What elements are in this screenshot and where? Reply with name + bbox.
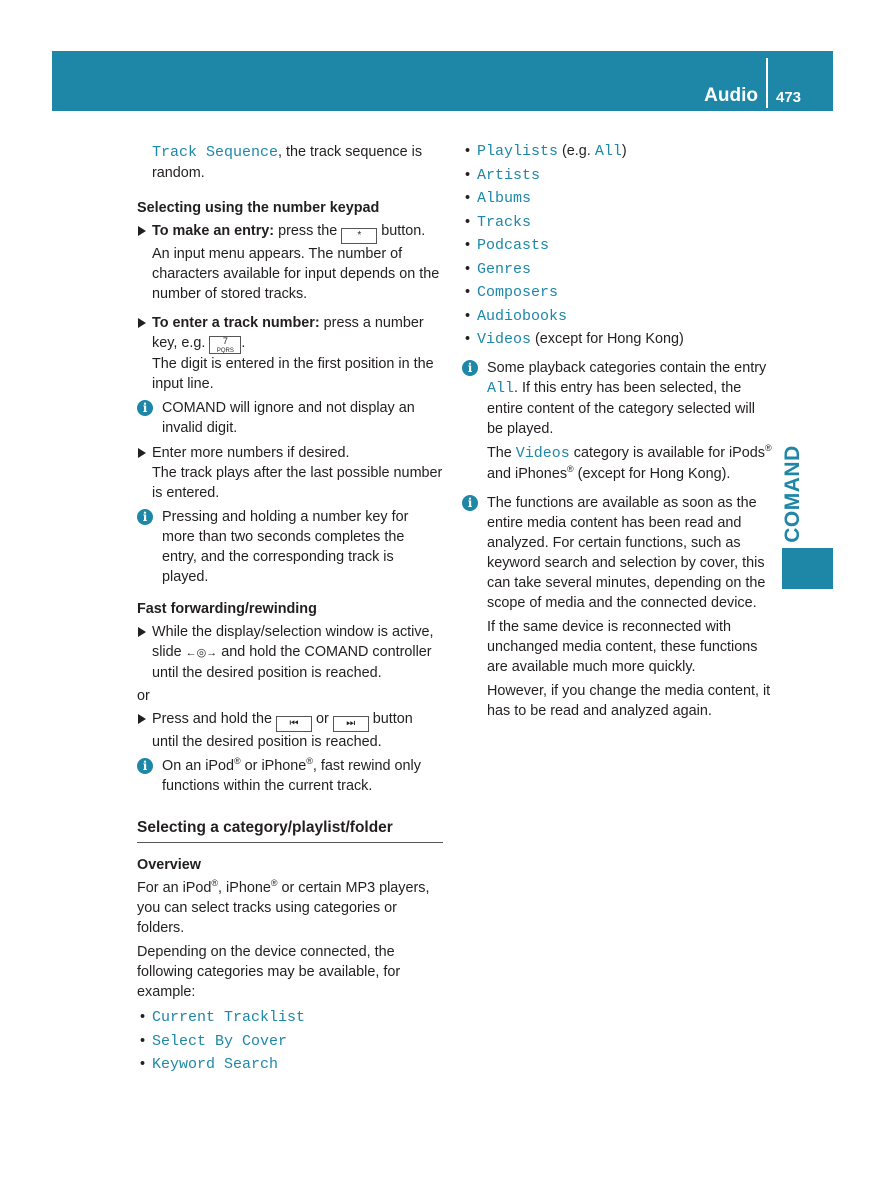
heading-fast-forward: Fast forwarding/rewinding (137, 601, 317, 617)
heading-overview: Overview (137, 857, 201, 873)
info-icon: i (462, 495, 478, 511)
step-text: The digit is entered in the first position in the input line. (152, 356, 434, 392)
step-text: or (312, 711, 333, 727)
category-label: Current Tracklist (152, 1009, 306, 1026)
key-letters: PQRS (216, 348, 234, 354)
registered-mark: ® (211, 878, 219, 889)
videos-label: Videos (515, 444, 570, 462)
list-item (462, 211, 772, 235)
info-icon: i (137, 400, 153, 416)
category-label: Artists (477, 166, 541, 184)
registered-mark: ® (765, 442, 772, 453)
left-column (137, 142, 443, 1077)
or-text: or (137, 688, 150, 704)
step-arrow-icon (138, 318, 146, 328)
list-item (462, 164, 772, 188)
category-label: Tracks (477, 213, 532, 231)
track-sequence-label: Track Sequence (152, 144, 279, 161)
category-label: Podcasts (477, 237, 550, 254)
list-item (462, 234, 772, 258)
step-bold: To make an entry: (152, 223, 275, 239)
step-text: The track plays after the last possible number is entered. (152, 465, 443, 501)
key-digit: 7 (222, 336, 228, 346)
controller-slide-icon: ←◎→ (185, 647, 218, 659)
list-item (462, 187, 772, 211)
intro-paragraph (137, 142, 443, 183)
list-item (462, 140, 772, 164)
step-text: . (241, 335, 246, 351)
category-label: All (594, 143, 622, 160)
note-text-part: , fast rewind only functions within the current track. (162, 758, 421, 794)
list-text: (e.g. (558, 143, 595, 159)
note-playback-categories (462, 358, 772, 484)
registered-mark: ® (234, 756, 241, 767)
note-hold-key (137, 507, 443, 587)
step-make-entry (137, 221, 443, 304)
step-text: Press and hold the (152, 711, 276, 727)
side-tab-label: COMAND (781, 445, 804, 543)
intro-text: , the track sequence is random. (152, 144, 423, 181)
note-text-part: The (487, 444, 516, 461)
overview-text: , iPhone (218, 880, 271, 896)
category-label: Composers (477, 284, 559, 301)
category-label: Albums (477, 190, 532, 207)
skip-forward-key-icon: ⏭ (333, 716, 369, 732)
step-enter-number (137, 313, 443, 394)
registered-mark: ® (270, 878, 278, 889)
all-label: All (487, 379, 515, 397)
list-item (137, 1053, 443, 1077)
note-text: The functions are available as soon as the entire media content has been read and analyzed. For certain functions, such as keyword search and selection by cover, this can take several minutes, depending on the scope of media and the connected device. (487, 494, 766, 611)
step-arrow-icon (138, 627, 146, 637)
list-text: (except for Hong Kong) (531, 331, 684, 347)
step-arrow-icon (138, 448, 146, 458)
page-title: Audio (704, 85, 758, 106)
info-icon: i (137, 758, 153, 774)
step-arrow-icon (138, 714, 146, 724)
category-label: Playlists (477, 143, 559, 160)
note-text-part: category is available for iPods (569, 444, 765, 461)
category-label: Keyword Search (152, 1056, 279, 1073)
info-icon: i (462, 360, 478, 376)
note-text: However, if you change the media content, it has to be read and analyzed again. (487, 682, 771, 719)
list-text: ) (621, 143, 627, 159)
step-bold: To enter a track number: (152, 315, 320, 331)
step-more-numbers (137, 443, 443, 503)
step-text: button until the desired position is reached. (152, 711, 413, 750)
overview-paragraph-2: Depending on the device connected, the following categories may be available, for example: (137, 944, 401, 1000)
note-text (477, 443, 772, 484)
note-text: Pressing and holding a number key for more than two seconds completes the entry, and the corresponding track is played. (162, 509, 409, 585)
note-text (477, 358, 772, 439)
step-text: and hold the COMAND controller until the desired position is reached. (152, 644, 432, 681)
list-item (462, 305, 772, 329)
note-text-part: Some playback categories contain the entry (487, 359, 767, 376)
category-label: Videos (477, 331, 532, 348)
overview-text: or certain MP3 players, you can select tracks using categories or folders. (137, 880, 430, 936)
overview-paragraph (137, 878, 443, 938)
section-title: Selecting a category/playlist/folder (137, 818, 443, 843)
category-list-right (462, 140, 772, 352)
step-text: button. An input menu appears. The number of characters available for input depends on the number of stored tracks. (152, 223, 440, 302)
note-text-part: On an iPod (162, 758, 235, 774)
heading-keypad: Selecting using the number keypad (137, 200, 380, 216)
registered-mark: ® (567, 463, 574, 474)
note-text (152, 756, 443, 796)
info-icon: i (137, 509, 153, 525)
category-label: Genres (477, 260, 532, 278)
category-label: Audiobooks (477, 307, 568, 325)
category-label: Select By Cover (152, 1032, 288, 1050)
side-tab-block (782, 548, 833, 589)
overview-text: For an iPod (137, 880, 212, 896)
step-text: Enter more numbers if desired. (152, 445, 350, 461)
note-text: If the same device is reconnected with unchanged media content, these functions are available much more quickly. (487, 618, 758, 675)
note-text: COMAND will ignore and not display an invalid digit. (162, 400, 415, 436)
note-text-part: or iPhone (240, 758, 307, 774)
note-text-part: . If this entry has been selected, the entire content of the category selected will be played. (487, 379, 755, 437)
note-invalid-digit (137, 398, 443, 438)
category-list (137, 1006, 443, 1077)
list-item (137, 1006, 443, 1030)
side-tab (770, 446, 816, 542)
skip-back-key-icon: ⏮ (276, 716, 312, 732)
step-press-hold (137, 709, 443, 752)
step-text: press a number key, e.g. (152, 315, 424, 351)
step-text: While the display/selection window is active, slide (152, 624, 434, 660)
note-ipod-rewind (137, 756, 443, 796)
right-column (462, 142, 772, 721)
note-functions-available (462, 493, 772, 721)
list-item (462, 328, 772, 352)
list-item (462, 281, 772, 305)
list-item (137, 1030, 443, 1054)
step-slide-controller (137, 622, 443, 683)
note-text-part: and iPhones (487, 465, 568, 482)
step-arrow-icon (138, 226, 146, 236)
list-item (462, 258, 772, 282)
registered-mark: ® (306, 756, 313, 767)
page-number: 473 (776, 89, 802, 106)
number-key-7-icon (209, 336, 241, 354)
step-text: press the (274, 223, 342, 239)
note-text-part: (except for Hong Kong). (573, 465, 731, 482)
star-key-icon: * (341, 228, 377, 244)
header-divider (766, 58, 768, 108)
